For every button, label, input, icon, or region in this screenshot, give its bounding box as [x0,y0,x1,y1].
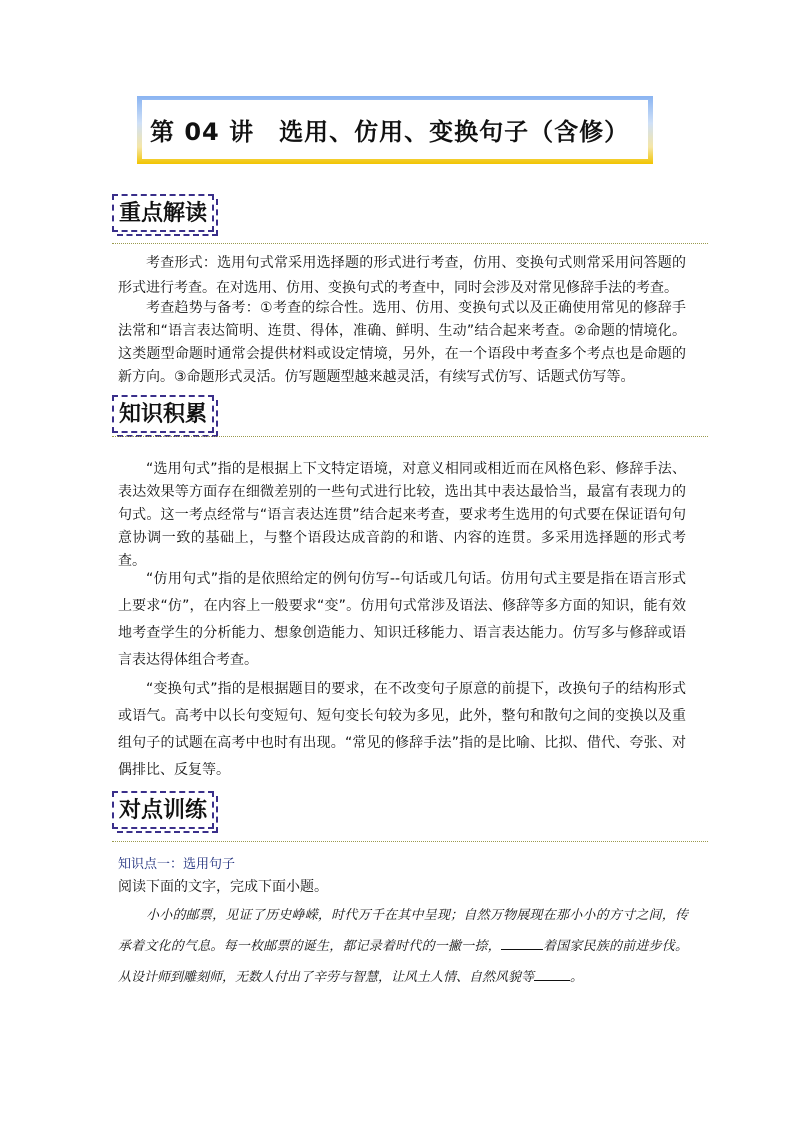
answer-blank-1[interactable] [501,937,543,950]
reading-passage [118,900,688,993]
section-divider [112,436,708,437]
passage-end: 。 [570,970,584,985]
knowledge-point-label: 知识点一：选用句子 [118,857,236,872]
paragraph-select-sentence: “选用句式”指的是根据上下文特定语境，对意义相同或相近而在风格色彩、修辞手法、表达效果等方面存在细微差别的一些句式进行比较，选出其中表达最恰当，最富有表现力的句式。这一考点经常与“语言表达连贯”结合起来考查，要求考生选用的句式要在保证语句句意协调一致的基础上，与整个语段达成音韵的和谐、内容的连贯。多采用选择题的形式考查。 [118,461,686,569]
section-heading-training: 对点训练 [112,791,214,829]
section-divider [112,841,708,842]
paragraph-transform-sentence: “变换句式”指的是根据题目的要求，在不改变句子原意的前提下，改换句子的结构形式或语气。高考中以长句变短句、短句变长句较为多见，此外，整句和散句之间的变换以及重组句子的试题在高考中也时有出现。“常见的修辞手法”指的是比喻、比拟、借代、夸张、对偶排比、反复等。 [118,681,686,778]
section-heading-knowledge: 知识积累 [112,395,214,433]
title-box [137,96,653,164]
answer-blank-2[interactable] [534,968,570,981]
paragraph-exam-trend: 考查趋势与备考：①考查的综合性。选用、仿用、变换句式以及正确使用常见的修辞手法常和“语言表达简明、连贯、得体，准确、鲜明、生动”结合起来考查。②命题的情境化。这类题型命题时通常会提供材料或设定情境，另外，在一个语段中考查多个考点也是命题的新方向。③命题形式灵活。仿写题题型越来越灵活，有续写式仿写、话题式仿写等。 [118,300,686,385]
reading-instruction: 阅读下面的文字，完成下面小题。 [118,879,328,895]
paragraph-exam-form: 考查形式：选用句式常采用选择题的形式进行考查，仿用、变换句式则常采用问答题的形式进行考查。在对选用、仿用、变换句式的考查中，同时会涉及对常见修辞手法的考查。 [118,255,686,296]
paragraph-imitate-sentence: “仿用句式”指的是依照给定的例句仿写--句话或几句话。仿用句式主要是指在语言形式上要求“仿”，在内容上一般要求“变”。仿用句式常涉及语法、修辞等多方面的知识，能有效地考查学生的分析能力、想象创造能力、知识迁移能力、语言表达能力。仿写多与修辞或语言表达得体组合考查。 [118,571,686,668]
passage-text-b: 着国家民族的前进步伐。从设计师到雕刻师，无数人付出了辛劳与智慧，让风土人情、自然风貌等 [118,939,688,985]
passage-text-a: 小小的邮票，见证了历史峥嵘，时代万千在其中呈现；自然万物展现在那小小的方寸之间，传承着文化的气息。每一枚邮票的诞生，都记录着时代的一撇一捺， [118,908,688,954]
section-divider [112,243,708,244]
title-inner [142,100,648,159]
page-title: 第 04 讲 选用、仿用、变换句子（含修） [150,118,630,146]
section-heading-key-points: 重点解读 [112,194,214,232]
